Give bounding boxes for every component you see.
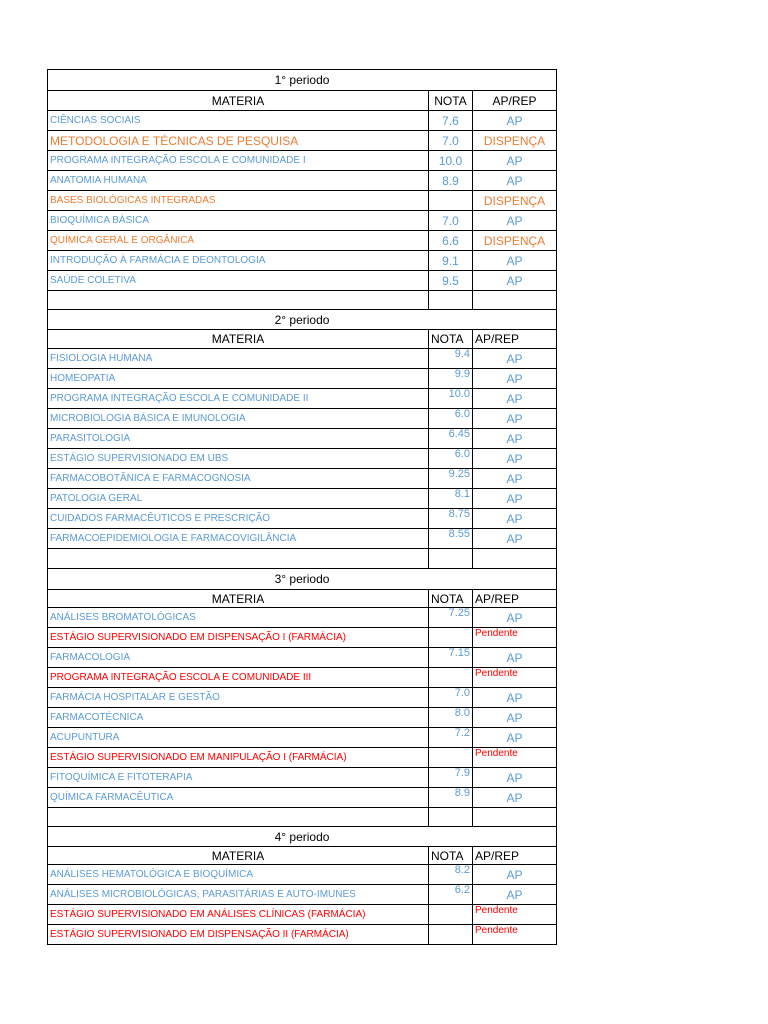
table-row bbox=[48, 211, 557, 231]
subject-name: ESTÁGIO SUPERVISIONADO EM MANIPULAÇÃO I (FARMÁCIA) bbox=[48, 748, 429, 768]
status-value: AP bbox=[473, 768, 557, 788]
table-row bbox=[48, 111, 557, 131]
subject-name: PROGRAMA INTEGRAÇÃO ESCOLA E COMUNIDADE II bbox=[48, 389, 429, 409]
table-row bbox=[48, 608, 557, 628]
subject-name: INTRODUÇÃO À FARMÁCIA E DEONTOLOGIA bbox=[48, 251, 429, 271]
status-value: AP bbox=[473, 111, 557, 131]
grade-value: 8.1 bbox=[429, 489, 473, 509]
status-value: AP bbox=[473, 728, 557, 748]
table-row bbox=[48, 668, 557, 688]
grade-value: 9.5 bbox=[429, 271, 473, 291]
table-row bbox=[48, 688, 557, 708]
grade-value: 9.25 bbox=[429, 469, 473, 489]
grade-value: 8.75 bbox=[429, 509, 473, 529]
table-row bbox=[48, 191, 557, 211]
status-value: AP bbox=[473, 171, 557, 191]
grade-value: 7.0 bbox=[429, 131, 473, 151]
status-value: Pendente bbox=[473, 748, 557, 768]
subject-name: PARASITOLOGIA bbox=[48, 429, 429, 449]
header-materia: MATERIA bbox=[48, 847, 429, 865]
status-value: AP bbox=[473, 211, 557, 231]
header-nota: NOTA bbox=[429, 847, 473, 865]
status-value: AP bbox=[473, 885, 557, 905]
grade-value: 8.55 bbox=[429, 529, 473, 549]
header-materia: MATERIA bbox=[48, 330, 429, 349]
grades-table-body bbox=[48, 70, 557, 945]
blank-cell bbox=[48, 549, 429, 569]
blank-cell bbox=[429, 291, 473, 310]
status-value: AP bbox=[473, 349, 557, 369]
period-title: 2° periodo bbox=[48, 310, 557, 330]
header-status: AP/REP bbox=[473, 330, 557, 349]
subject-name: FARMACOBOTÂNICA E FARMACOGNOSIA bbox=[48, 469, 429, 489]
status-value: AP bbox=[473, 489, 557, 509]
grade-value: 6.0 bbox=[429, 409, 473, 429]
grades-table bbox=[47, 69, 557, 945]
status-value: AP bbox=[473, 271, 557, 291]
subject-name: FISIOLOGIA HUMANA bbox=[48, 349, 429, 369]
status-value: AP bbox=[473, 608, 557, 628]
table-row bbox=[48, 788, 557, 808]
grade-value: 7.25 bbox=[429, 608, 473, 628]
blank-cell bbox=[429, 808, 473, 827]
subject-name: HOMEOPATIA bbox=[48, 369, 429, 389]
status-value: Pendente bbox=[473, 905, 557, 925]
table-row bbox=[48, 509, 557, 529]
subject-name: ANÁLISES HEMATOLÓGICA E BIOQUÍMICA bbox=[48, 865, 429, 885]
status-value: AP bbox=[473, 369, 557, 389]
table-row bbox=[48, 151, 557, 171]
subject-name: ANÁLISES BROMATOLÓGICAS bbox=[48, 608, 429, 628]
period-title-row bbox=[48, 310, 557, 330]
grade-value: 8.9 bbox=[429, 171, 473, 191]
header-status: AP/REP bbox=[473, 91, 557, 111]
status-value: AP bbox=[473, 429, 557, 449]
table-row bbox=[48, 768, 557, 788]
header-materia: MATERIA bbox=[48, 91, 429, 111]
subject-name: BIOQUÍMICA BÁSICA bbox=[48, 211, 429, 231]
grade-value: 8.0 bbox=[429, 708, 473, 728]
status-value: DISPENÇA bbox=[473, 231, 557, 251]
table-row bbox=[48, 905, 557, 925]
status-value: AP bbox=[473, 865, 557, 885]
blank-cell bbox=[473, 291, 557, 310]
status-value: DISPENÇA bbox=[473, 191, 557, 211]
grade-value: 8.9 bbox=[429, 788, 473, 808]
grade-value: 7.0 bbox=[429, 688, 473, 708]
header-status: AP/REP bbox=[473, 590, 557, 608]
subject-name: FARMACOTÉCNICA bbox=[48, 708, 429, 728]
table-row bbox=[48, 728, 557, 748]
grade-value bbox=[429, 628, 473, 648]
header-materia: MATERIA bbox=[48, 590, 429, 608]
grade-value: 9.1 bbox=[429, 251, 473, 271]
grade-value bbox=[429, 748, 473, 768]
blank-cell bbox=[473, 549, 557, 569]
table-row bbox=[48, 171, 557, 191]
subject-name: FARMACOEPIDEMIOLOGIA E FARMACOVIGILÂNCIA bbox=[48, 529, 429, 549]
grade-value: 9.9 bbox=[429, 369, 473, 389]
subject-name: ANÁLISES MICROBIOLÓGICAS, PARASITÁRIAS E AUTO-IMUNES bbox=[48, 885, 429, 905]
period-title: 3° periodo bbox=[48, 569, 557, 590]
grade-value: 7.9 bbox=[429, 768, 473, 788]
status-value: AP bbox=[473, 688, 557, 708]
blank-cell bbox=[48, 808, 429, 827]
subject-name: FARMACOLOGIA bbox=[48, 648, 429, 668]
subject-name: PROGRAMA INTEGRAÇÃO ESCOLA E COMUNIDADE III bbox=[48, 668, 429, 688]
table-row bbox=[48, 529, 557, 549]
status-value: Pendente bbox=[473, 925, 557, 945]
header-row bbox=[48, 590, 557, 608]
subject-name: FARMÁCIA HOSPITALAR E GESTÃO bbox=[48, 688, 429, 708]
grade-value bbox=[429, 668, 473, 688]
status-value: AP bbox=[473, 409, 557, 429]
status-value: AP bbox=[473, 529, 557, 549]
table-row bbox=[48, 231, 557, 251]
grade-value: 6.2 bbox=[429, 885, 473, 905]
subject-name: ESTÁGIO SUPERVISIONADO EM UBS bbox=[48, 449, 429, 469]
table-row bbox=[48, 271, 557, 291]
status-value: AP bbox=[473, 251, 557, 271]
table-row bbox=[48, 449, 557, 469]
grade-value: 9.4 bbox=[429, 349, 473, 369]
grade-value: 8.2 bbox=[429, 865, 473, 885]
grade-value bbox=[429, 925, 473, 945]
subject-name: SAÚDE COLETIVA bbox=[48, 271, 429, 291]
status-value: AP bbox=[473, 389, 557, 409]
subject-name: BASES BIOLÓGICAS INTEGRADAS bbox=[48, 191, 429, 211]
subject-name: CIÊNCIAS SOCIAIS bbox=[48, 111, 429, 131]
blank-cell bbox=[473, 808, 557, 827]
status-value: AP bbox=[473, 449, 557, 469]
grade-value: 7.6 bbox=[429, 111, 473, 131]
blank-cell bbox=[429, 549, 473, 569]
header-nota: NOTA bbox=[429, 590, 473, 608]
table-row bbox=[48, 349, 557, 369]
subject-name: QUÍMICA GERAL E ORGÂNICA bbox=[48, 231, 429, 251]
subject-name: PATOLOGIA GERAL bbox=[48, 489, 429, 509]
table-row bbox=[48, 469, 557, 489]
table-row bbox=[48, 389, 557, 409]
subject-name: ESTÁGIO SUPERVISIONADO EM ANÁLISES CLÍNICAS (FARMÁCIA) bbox=[48, 905, 429, 925]
table-row bbox=[48, 885, 557, 905]
header-row bbox=[48, 91, 557, 111]
table-row bbox=[48, 748, 557, 768]
blank-row bbox=[48, 549, 557, 569]
header-nota: NOTA bbox=[429, 91, 473, 111]
period-title: 1° periodo bbox=[48, 70, 557, 91]
header-nota: NOTA bbox=[429, 330, 473, 349]
status-value: Pendente bbox=[473, 668, 557, 688]
blank-row bbox=[48, 808, 557, 827]
header-row bbox=[48, 330, 557, 349]
grade-value bbox=[429, 905, 473, 925]
subject-name: PROGRAMA INTEGRAÇÃO ESCOLA E COMUNIDADE I bbox=[48, 151, 429, 171]
header-row bbox=[48, 847, 557, 865]
status-value: AP bbox=[473, 509, 557, 529]
subject-name: METODOLOGIA E TÉCNICAS DE PESQUISA bbox=[48, 131, 429, 151]
status-value: AP bbox=[473, 469, 557, 489]
subject-name: ANATOMIA HUMANA bbox=[48, 171, 429, 191]
status-value: AP bbox=[473, 708, 557, 728]
subject-name: QUÍMICA FARMACÊUTICA bbox=[48, 788, 429, 808]
table-row bbox=[48, 648, 557, 668]
blank-cell bbox=[48, 291, 429, 310]
table-row bbox=[48, 131, 557, 151]
table-row bbox=[48, 489, 557, 509]
grade-value bbox=[429, 191, 473, 211]
table-row bbox=[48, 865, 557, 885]
grade-value: 6.6 bbox=[429, 231, 473, 251]
status-value: Pendente bbox=[473, 628, 557, 648]
status-value: DISPENÇA bbox=[473, 131, 557, 151]
table-row bbox=[48, 251, 557, 271]
subject-name: MICROBIOLOGIA BÁSICA E IMUNOLOGIA bbox=[48, 409, 429, 429]
period-title-row bbox=[48, 569, 557, 590]
table-row bbox=[48, 409, 557, 429]
status-value: AP bbox=[473, 788, 557, 808]
status-value: AP bbox=[473, 151, 557, 171]
subject-name: FITOQUÍMICA E FITOTERAPIA bbox=[48, 768, 429, 788]
table-row bbox=[48, 925, 557, 945]
subject-name: ESTÁGIO SUPERVISIONADO EM DISPENSAÇÃO I (FARMÁCIA) bbox=[48, 628, 429, 648]
blank-row bbox=[48, 291, 557, 310]
grade-value: 10.0 bbox=[429, 389, 473, 409]
grade-value: 7.15 bbox=[429, 648, 473, 668]
table-row bbox=[48, 369, 557, 389]
subject-name: ACUPUNTURA bbox=[48, 728, 429, 748]
header-status: AP/REP bbox=[473, 847, 557, 865]
table-row bbox=[48, 628, 557, 648]
grade-value: 7.0 bbox=[429, 211, 473, 231]
period-title-row bbox=[48, 827, 557, 847]
grade-value: 6.0 bbox=[429, 449, 473, 469]
subject-name: ESTÁGIO SUPERVISIONADO EM DISPENSAÇÃO II (FARMÁCIA) bbox=[48, 925, 429, 945]
grade-value: 7.2 bbox=[429, 728, 473, 748]
grade-value: 6.45 bbox=[429, 429, 473, 449]
grade-value: 10.0 bbox=[429, 151, 473, 171]
subject-name: CUIDADOS FARMACÊUTICOS E PRESCRIÇÃO bbox=[48, 509, 429, 529]
status-value: AP bbox=[473, 648, 557, 668]
table-row bbox=[48, 708, 557, 728]
period-title: 4° periodo bbox=[48, 827, 557, 847]
table-row bbox=[48, 429, 557, 449]
period-title-row bbox=[48, 70, 557, 91]
